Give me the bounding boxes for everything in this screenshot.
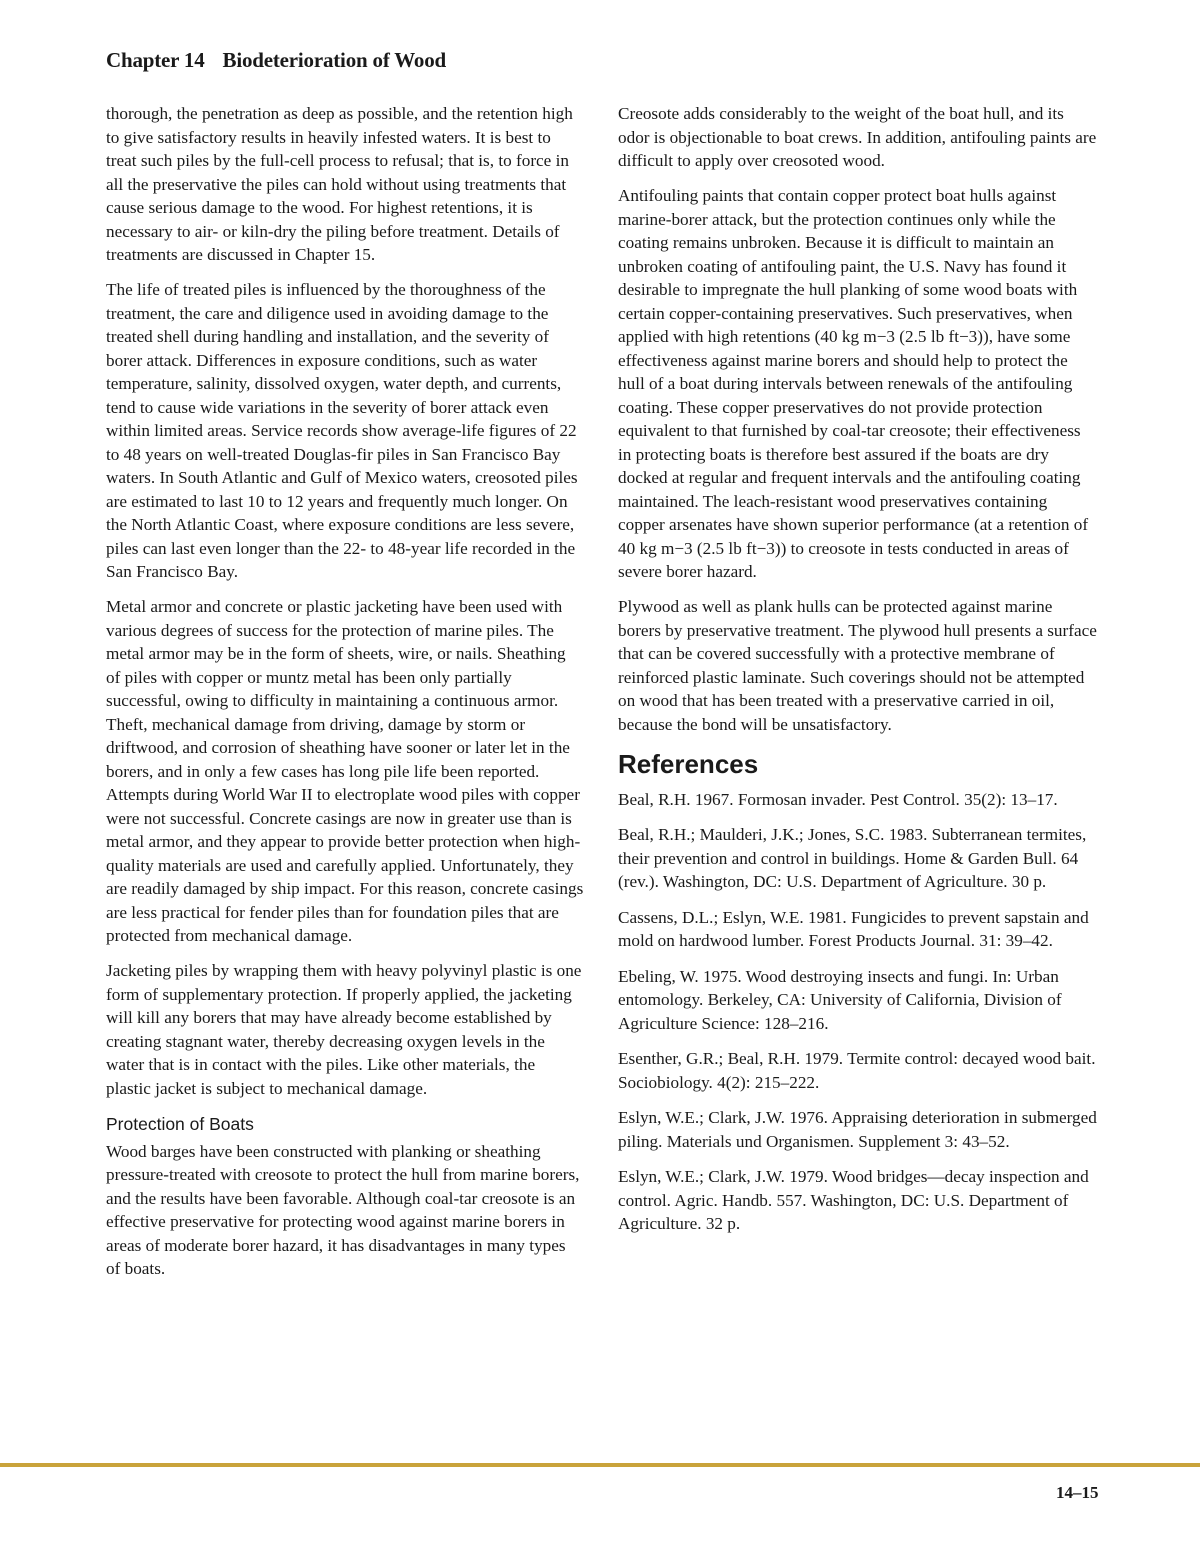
right-column bbox=[618, 102, 1098, 1248]
reference-entry: Cassens, D.L.; Eslyn, W.E. 1981. Fungicides to prevent sapstain and mold on hardwood lumber. Forest Products Journal. 31: 39–42. bbox=[618, 907, 1089, 950]
section-subheading: Protection of Boats bbox=[106, 1113, 254, 1134]
reference-entry: Eslyn, W.E.; Clark, J.W. 1976. Appraising deterioration in submerged piling. Materials und Organismen. Supplement 3: 43–52. bbox=[618, 1108, 1097, 1151]
left-column bbox=[106, 102, 584, 1292]
reference-entry: Beal, R.H. 1967. Formosan invader. Pest Control. 35(2): 13–17. bbox=[618, 789, 1058, 809]
reference-entry: Eslyn, W.E.; Clark, J.W. 1979. Wood bridges—decay inspection and control. Agric. Handb. 557. Washington, DC: U.S. Department of Agriculture. 32 p. bbox=[618, 1167, 1089, 1233]
references-heading: References bbox=[618, 748, 759, 779]
chapter-label: Chapter 14 bbox=[106, 48, 205, 72]
body-paragraph: Jacketing piles by wrapping them with heavy polyvinyl plastic is one form of supplementary protection. If properly applied, the jacketing will kill any borers that may have already become established by creating stagnant water, thereby decreasing oxygen levels in the water that is in contact with the piles. Like other materials, the plastic jacket is subject to mechanical damage. bbox=[106, 961, 582, 1098]
body-paragraph: thorough, the penetration as deep as possible, and the retention high to give satisfactory results in heavily infested waters. It is best to treat such piles by the full-cell process to refusal; that is, to force in all the preservative the piles can hold without using treatments that cause serious damage to the wood. For highest retentions, it is necessary to air- or kiln-dry the piling before treatment. Details of treatments are discussed in Chapter 15. bbox=[106, 104, 573, 264]
reference-entry: Esenther, G.R.; Beal, R.H. 1979. Termite control: decayed wood bait. Sociobiology. 4(2): 215–222. bbox=[618, 1049, 1096, 1092]
body-paragraph: Creosote adds considerably to the weight of the boat hull, and its odor is objectionable to boat crews. In addition, antifouling paints are difficult to apply over creosoted wood. bbox=[618, 104, 1097, 170]
running-header bbox=[106, 48, 446, 73]
reference-entry: Beal, R.H.; Maulderi, J.K.; Jones, S.C. 1983. Subterranean termites, their prevention and control in buildings. Home & Garden Bull. 64 (rev.). Washington, DC: U.S. Department of Agriculture. 30 p. bbox=[618, 825, 1087, 891]
body-paragraph: Plywood as well as plank hulls can be protected against marine borers by preservative treatment. The plywood hull presents a surface that can be covered successfully with a protective membrane of reinforced plastic laminate. Such coverings should not be attempted on wood that has been treated with a preservative carried in oil, because the bond will be unsatisfactory. bbox=[618, 597, 1097, 734]
body-paragraph: The life of treated piles is influenced by the thoroughness of the treatment, the care and diligence used in avoiding damage to the treated shell during handling and installation, and the severity of borer attack. Differences in exposure conditions, such as water temperature, salinity, dissolved oxygen, water depth, and currents, tend to cause wide variations in the severity of borer attack even within limited areas. Service records show average-life figures of 22 to 48 years on well-treated Douglas-fir piles in San Francisco Bay waters. In South Atlantic and Gulf of Mexico waters, creosoted piles are estimated to last 10 to 12 years and frequently much longer. On the North Atlantic Coast, where exposure conditions are less severe, piles can last even longer than the 22- to 48-year life recorded in the San Francisco Bay. bbox=[106, 280, 578, 581]
body-paragraph: Wood barges have been constructed with planking or sheathing pressure-treated with creosote to protect the hull from marine borers, and the results have been favorable. Although coal-tar creosote is an effective preservative for protecting wood against marine borers in areas of moderate borer hazard, it has disadvantages in many types of boats. bbox=[106, 1141, 580, 1278]
body-paragraph: Antifouling paints that contain copper protect boat hulls against marine-borer attack, but the protection continues only while the coating remains unbroken. Because it is difficult to maintain an unbroken coating of antifouling paint, the U.S. Navy has found it desirable to impregnate the hull planking of some wood boats with certain copper-containing preservatives. Such preservatives, when applied with high retentions (40 kg m−3 (2.5 lb ft−3)), have some effectiveness against marine borers and should help to protect the hull of a boat during intervals between renewals of the antifouling coating. These copper preservatives do not provide protection equivalent to that furnished by coal-tar creosote; their effectiveness in protecting boats is therefore best assured if the boats are dry docked at regular and frequent intervals and the antifouling coating maintained. The leach-resistant wood preservatives containing copper arsenates have shown superior performance (at a retention of 40 kg m−3 (2.5 lb ft−3)) to creosote in tests conducted in areas of severe borer hazard. bbox=[618, 186, 1089, 581]
page-number: 14–15 bbox=[1056, 1483, 1099, 1502]
chapter-title: Biodeterioration of Wood bbox=[222, 48, 447, 72]
body-paragraph: Metal armor and concrete or plastic jacketing have been used with various degrees of success for the protection of marine piles. The metal armor may be in the form of sheets, wire, or nails. Sheathing of piles with copper or muntz metal has been only partially successful, owing to difficulty in maintaining a continuous armor. Theft, mechanical damage from driving, damage by storm or driftwood, and corrosion of sheathing have sooner or later let in the borers, and in only a few cases has long pile life been reported. Attempts during World War II to electroplate wood piles with copper were not successful. Concrete casings are now in greater use than is metal armor, and they appear to provide better protection when high-quality materials are used and carefully applied. Unfortunately, they are readily damaged by ship impact. For this reason, concrete casings are less practical for fender piles than for foundation piles that are protected from mechanical damage. bbox=[106, 597, 584, 945]
footer-rule bbox=[0, 1463, 1200, 1467]
reference-entry: Ebeling, W. 1975. Wood destroying insects and fungi. In: Urban entomology. Berkeley, CA: University of California, Division of Agriculture Science: 128–216. bbox=[618, 966, 1062, 1033]
